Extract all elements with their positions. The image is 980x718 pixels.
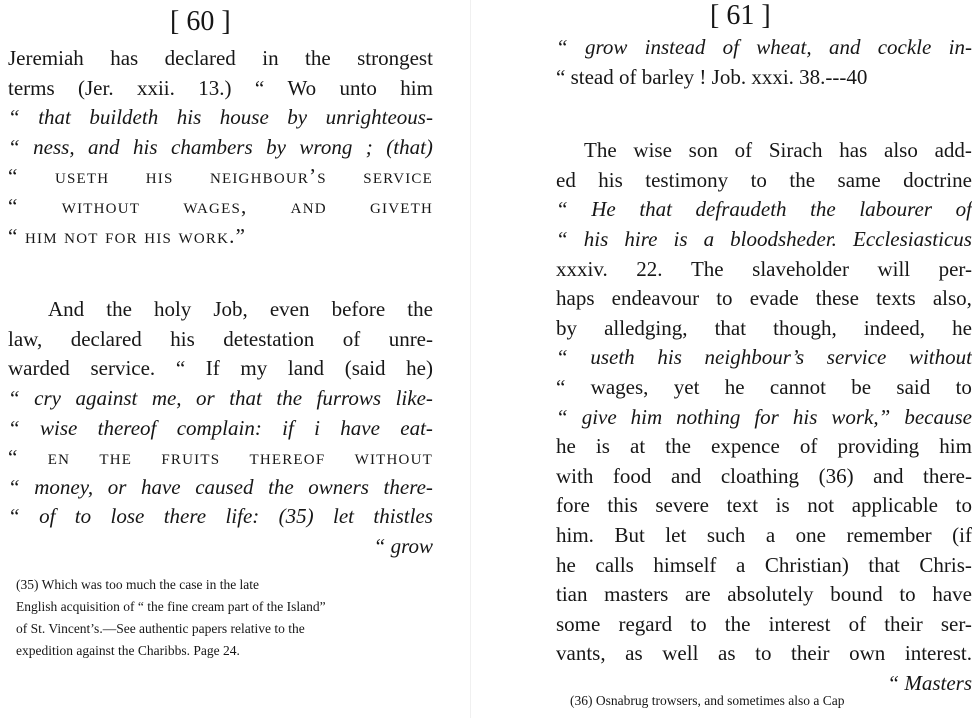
- text-line: “ give him nothing for his work,” because: [556, 404, 972, 429]
- text-line: with food and cloathing (36) and there-: [556, 463, 972, 488]
- catchword: “ Masters: [887, 670, 972, 695]
- page-number: [ 60 ]: [170, 6, 231, 37]
- text-line: “ him not for his work.”: [8, 223, 247, 248]
- text-line: he calls himself a Christian) that Chris-: [556, 552, 972, 577]
- footnote-line: of St. Vincent’s.—See authentic papers relative to the: [16, 621, 305, 636]
- text-line: “ of to lose there life: (35) let thistles: [8, 504, 433, 529]
- footnote: [16, 574, 441, 662]
- text-line: “ ness, and his chambers by wrong ; (that): [8, 134, 433, 159]
- text-line: The wise son of Sirach has also add-: [584, 138, 972, 163]
- text-line: “ useth his neighbour’s service: [8, 164, 433, 189]
- text-line: “ grow instead of wheat, and cockle in-: [556, 35, 972, 59]
- text-line: “ cry against me, or that the furrows like-: [8, 385, 433, 410]
- text-line: “ that buildeth his house by unrighteous-: [8, 105, 433, 130]
- text-line: him. But let such a one remember (if: [556, 522, 972, 547]
- text-line: xxxiv. 22. The slaveholder will per-: [556, 256, 972, 281]
- text-line: ed his testimony to the same doctrine: [556, 167, 972, 192]
- footnote-line: (35) Which was too much the case in the late: [16, 577, 260, 592]
- footnote-line: (36) Osnabrug trowsers, and sometimes also a Cap: [570, 693, 845, 708]
- footnote-line: English acquisition of “ the fine cream part of the Island”: [16, 599, 326, 614]
- text-line: terms (Jer. xxii. 13.) “ Wo unto him: [8, 75, 433, 100]
- text-line: some regard to the interest of their ser-: [556, 611, 972, 636]
- text-line: law, declared his detestation of unre-: [8, 326, 433, 351]
- text-line: “ wages, yet he cannot be said to: [556, 374, 972, 399]
- paragraph-gap: [556, 92, 972, 136]
- footnote: [570, 690, 975, 712]
- text-line: fore this severe text is not applicable to: [556, 493, 972, 518]
- page-number: [ 61 ]: [710, 0, 771, 31]
- text-line: by alledging, that though, indeed, he: [556, 315, 972, 340]
- text-line: “ useth his neighbour’s service without: [556, 345, 972, 370]
- text-line: haps endeavour to evade these texts also,: [556, 286, 972, 311]
- text-line: And the holy Job, even before the: [48, 297, 433, 322]
- text-line: “ en the fruits thereof without: [8, 445, 433, 470]
- text-line: vants, as well as to their own interest.: [556, 641, 972, 666]
- catchword: “ grow: [373, 533, 433, 558]
- text-line: “ his hire is a bloodsheder. Ecclesiasticus: [556, 226, 972, 251]
- text-line: “ money, or have caused the owners there-: [8, 474, 433, 499]
- text-line: “ He that defraudeth the labourer of: [556, 197, 972, 222]
- left-page: [0, 0, 470, 718]
- text-line: he is at the expence of providing him: [556, 434, 972, 459]
- text-line: Jeremiah has declared in the strongest: [8, 46, 433, 70]
- text-line: “ wise thereof complain: if i have eat-: [8, 415, 433, 440]
- paragraph-gap: [8, 251, 433, 295]
- text-line: “ without wages, and giveth: [8, 193, 433, 218]
- text-line: tian masters are absolutely bound to have: [556, 582, 972, 607]
- text-line: warded service. “ If my land (said he): [8, 356, 433, 381]
- footnote-line: expedition against the Charibbs. Page 24.: [16, 643, 240, 658]
- text-line: “ stead of barley ! Job. xxxi. 38.---40: [556, 64, 868, 89]
- right-page: [470, 0, 980, 718]
- body-text: [8, 44, 433, 562]
- body-text: [556, 33, 972, 698]
